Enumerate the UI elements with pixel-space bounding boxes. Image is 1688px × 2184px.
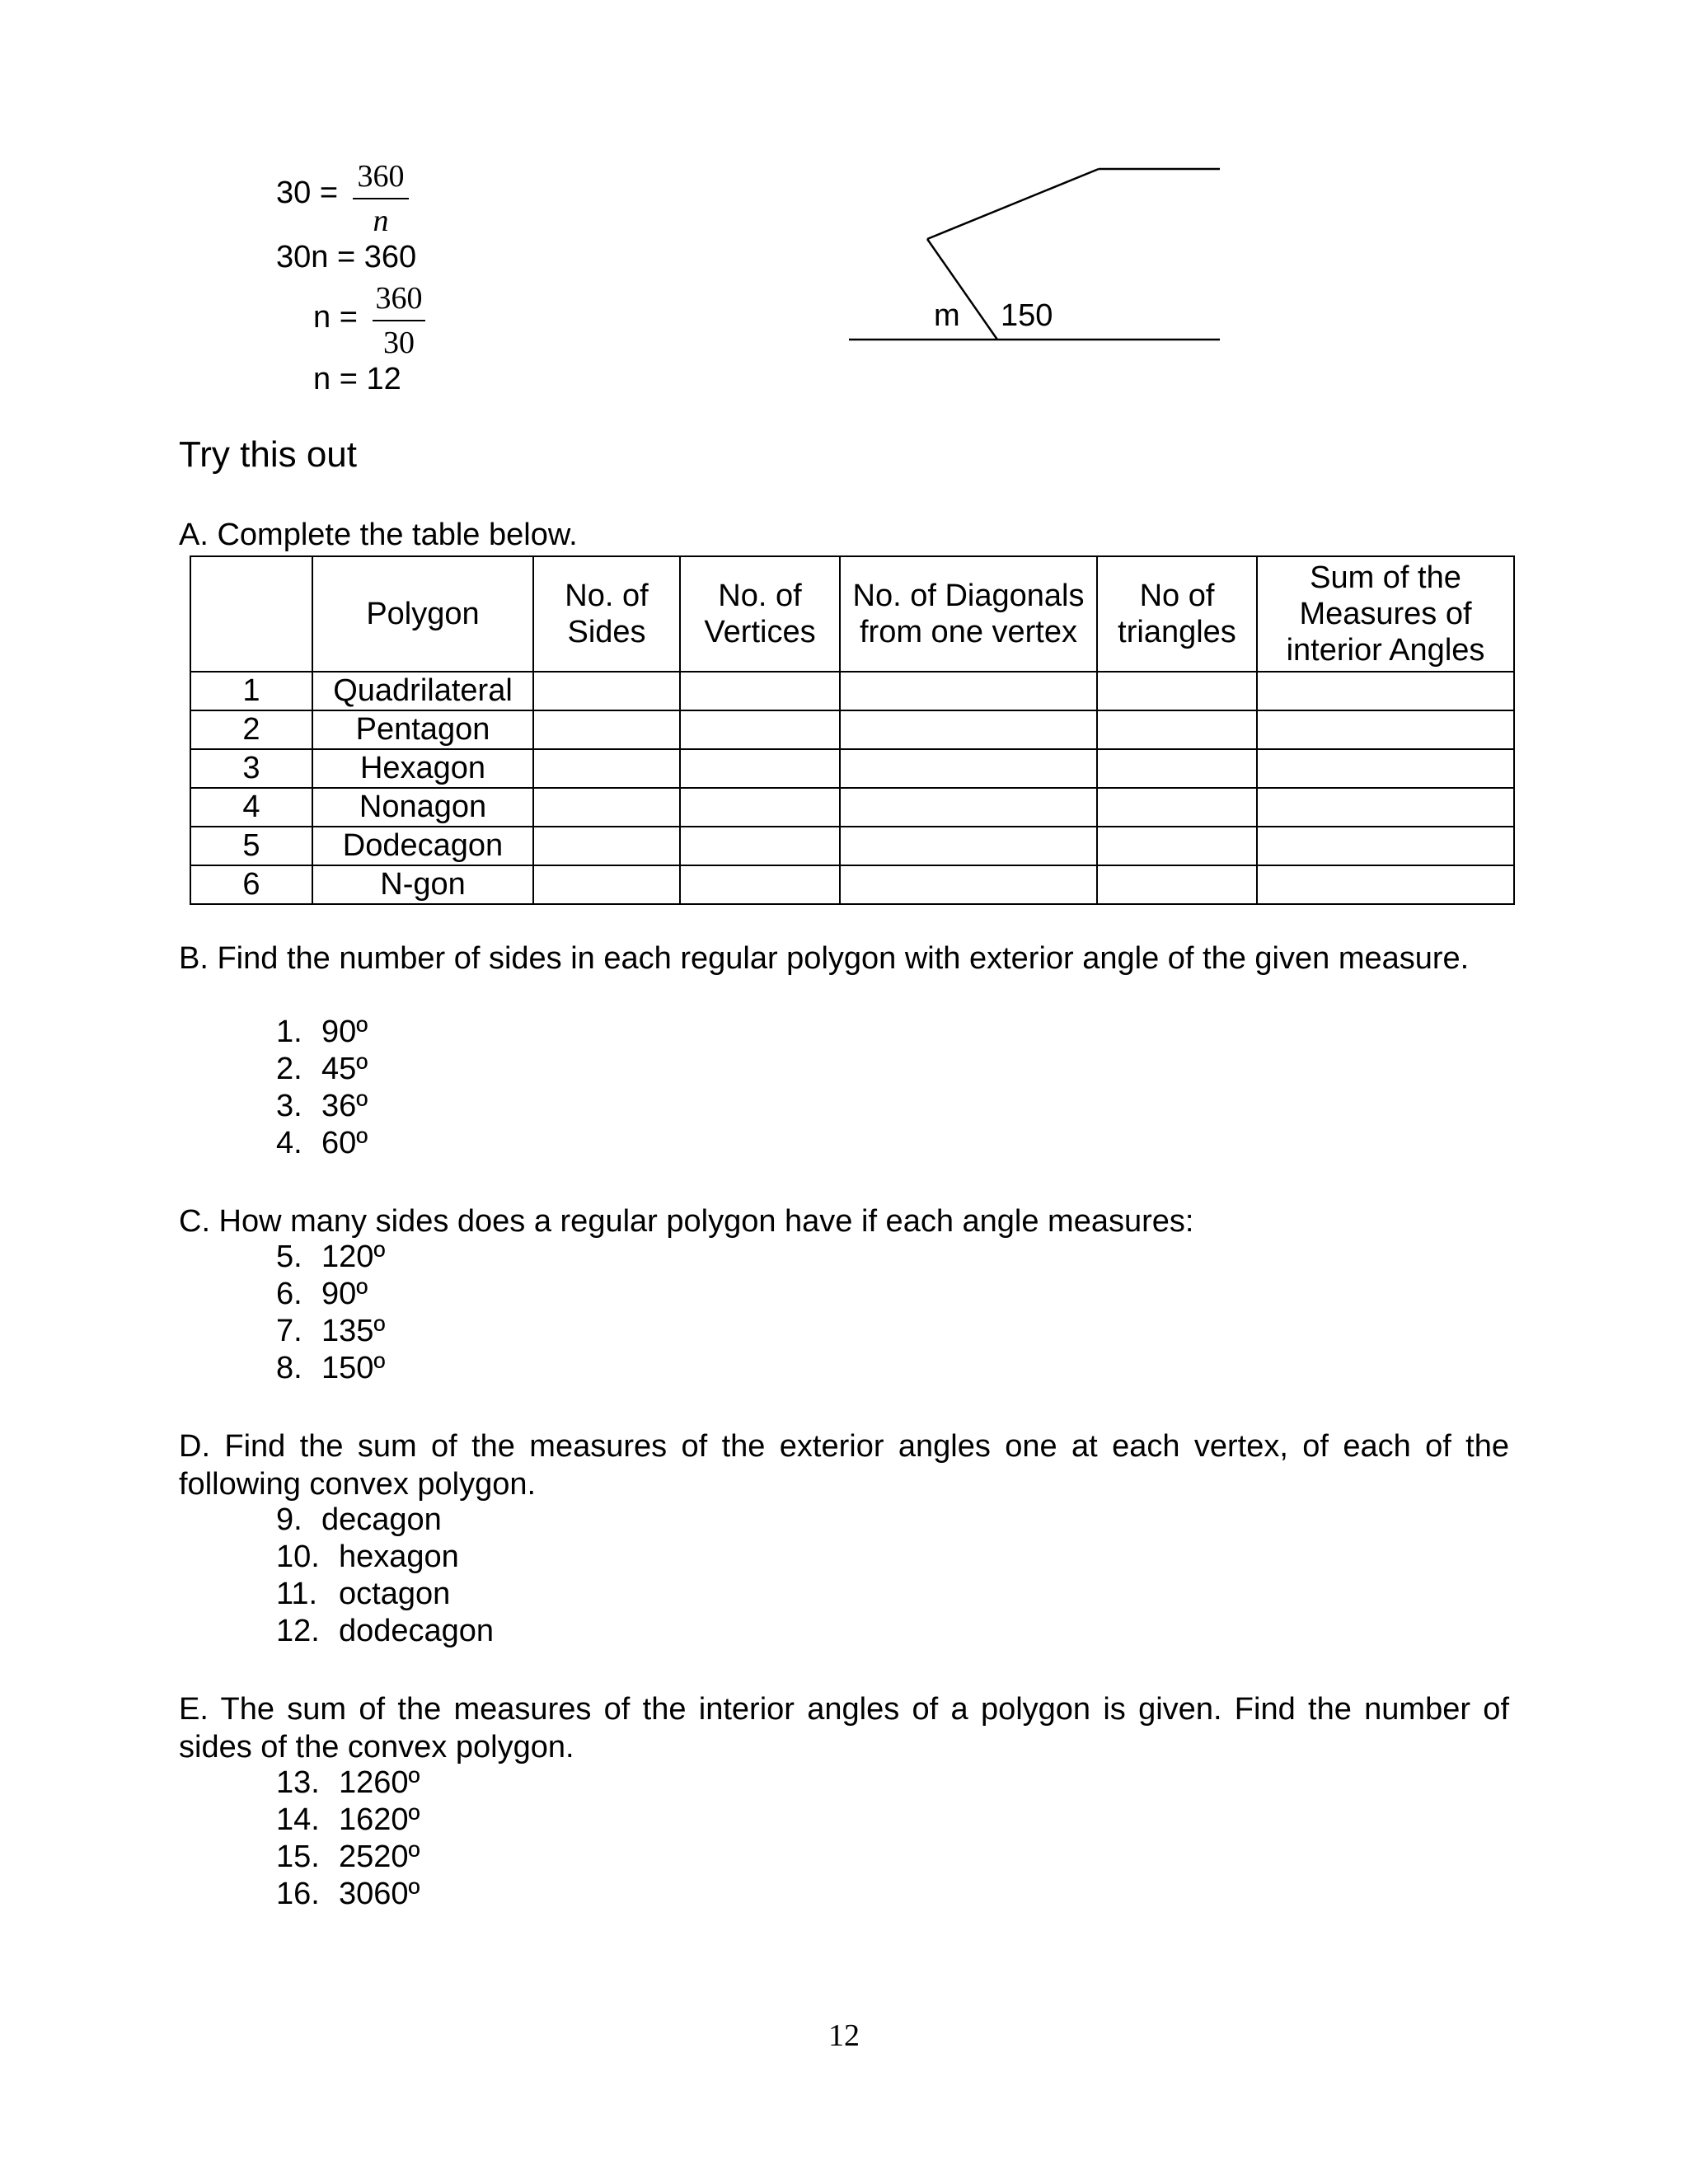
item-number: 8. xyxy=(276,1351,302,1385)
item-text: 90º xyxy=(321,1015,368,1049)
row-polygon: Nonagon xyxy=(312,788,533,827)
row-polygon: N-gon xyxy=(312,865,533,904)
list-item xyxy=(276,1350,385,1387)
header-diagonals-text: No. of Diagonals from one vertex xyxy=(852,579,1085,649)
part-d-list xyxy=(276,1502,494,1650)
answer-cell[interactable] xyxy=(1097,827,1257,865)
answer-cell[interactable] xyxy=(1097,865,1257,904)
part-c-list xyxy=(276,1239,385,1387)
answer-cell[interactable] xyxy=(1257,672,1514,710)
page-number: 12 xyxy=(828,2018,860,2053)
item-number: 6. xyxy=(276,1277,302,1311)
header-sum-interior-text: Sum of the Measures of interior Angles xyxy=(1286,560,1485,668)
fraction-numerator: 360 xyxy=(375,281,423,316)
item-text: octagon xyxy=(339,1577,451,1611)
list-item xyxy=(276,1313,385,1350)
part-b-instruction: B. Find the number of sides in each regular polygon with exterior angle of the given measure. xyxy=(179,941,1470,976)
item-text: 120º xyxy=(321,1240,386,1274)
angle-label-150: 150 xyxy=(1001,298,1053,333)
answer-cell[interactable] xyxy=(680,788,840,827)
item-text: 60º xyxy=(321,1126,368,1160)
fraction-bar xyxy=(353,198,409,199)
list-item xyxy=(276,1765,420,1802)
answer-cell[interactable] xyxy=(533,749,680,788)
answer-cell[interactable] xyxy=(533,788,680,827)
answer-cell[interactable] xyxy=(1257,749,1514,788)
fraction-bar xyxy=(373,320,425,321)
row-polygon: Hexagon xyxy=(312,749,533,788)
polygon-table xyxy=(190,555,1515,905)
list-item xyxy=(276,1539,494,1576)
answer-cell[interactable] xyxy=(1097,749,1257,788)
item-text: hexagon xyxy=(339,1540,459,1574)
item-number: 15. xyxy=(276,1840,320,1874)
list-item xyxy=(276,1576,494,1613)
list-item xyxy=(276,1613,494,1650)
answer-cell[interactable] xyxy=(533,672,680,710)
table-row xyxy=(190,749,1514,788)
row-number: 6 xyxy=(190,865,312,904)
list-item xyxy=(276,1125,368,1162)
fraction-360-over-n xyxy=(353,157,409,241)
upper-side xyxy=(927,169,1099,239)
table-row xyxy=(190,788,1514,827)
item-number: 14. xyxy=(276,1802,320,1837)
equation-line-3-lhs: n = xyxy=(313,300,358,335)
answer-cell[interactable] xyxy=(533,827,680,865)
item-text: 90º xyxy=(321,1277,368,1311)
answer-cell[interactable] xyxy=(840,672,1097,710)
section-title: Try this out xyxy=(179,434,357,475)
part-e-instruction: E. The sum of the measures of the interior angles of a polygon is given. Find the number of sides of the convex polygon. xyxy=(179,1692,1509,1765)
item-number: 1. xyxy=(276,1015,302,1049)
answer-cell[interactable] xyxy=(1097,788,1257,827)
item-number: 10. xyxy=(276,1540,320,1574)
item-text: 1620º xyxy=(339,1802,420,1837)
fraction-360-over-30 xyxy=(373,279,425,363)
answer-cell[interactable] xyxy=(840,788,1097,827)
row-number: 5 xyxy=(190,827,312,865)
answer-cell[interactable] xyxy=(1257,710,1514,749)
row-number: 4 xyxy=(190,788,312,827)
answer-cell[interactable] xyxy=(840,749,1097,788)
part-b-list xyxy=(276,1014,368,1162)
list-item xyxy=(276,1802,420,1839)
answer-cell[interactable] xyxy=(1257,865,1514,904)
item-text: 2520º xyxy=(339,1840,420,1874)
list-item xyxy=(276,1014,368,1051)
item-text: dodecagon xyxy=(339,1614,495,1648)
part-d-instruction: D. Find the sum of the measures of the exterior angles one at each vertex, of each of the following convex polygon. xyxy=(179,1429,1509,1502)
table-header-row xyxy=(190,556,1514,672)
item-text: 1260º xyxy=(339,1765,420,1800)
item-number: 9. xyxy=(276,1502,302,1537)
list-item xyxy=(276,1502,494,1539)
list-item xyxy=(276,1839,420,1876)
header-polygon: Polygon xyxy=(312,556,533,672)
header-diagonals xyxy=(840,556,1097,672)
answer-cell[interactable] xyxy=(840,710,1097,749)
answer-cell[interactable] xyxy=(1097,672,1257,710)
list-item xyxy=(276,1239,385,1276)
header-index xyxy=(190,556,312,672)
header-sum-interior xyxy=(1257,556,1514,672)
item-number: 16. xyxy=(276,1877,320,1911)
header-sides xyxy=(533,556,680,672)
equation-line-4: n = 12 xyxy=(313,362,401,396)
answer-cell[interactable] xyxy=(533,865,680,904)
table-row xyxy=(190,865,1514,904)
list-item xyxy=(276,1276,385,1313)
part-a-instruction: A. Complete the table below. xyxy=(179,518,578,552)
answer-cell[interactable] xyxy=(680,710,840,749)
answer-cell[interactable] xyxy=(1257,827,1514,865)
item-number: 7. xyxy=(276,1314,302,1348)
item-text: 45º xyxy=(321,1052,368,1086)
answer-cell[interactable] xyxy=(1257,788,1514,827)
row-number: 1 xyxy=(190,672,312,710)
answer-cell[interactable] xyxy=(680,672,840,710)
table-row xyxy=(190,710,1514,749)
equation-line-1-lhs: 30 = xyxy=(276,176,339,210)
list-item xyxy=(276,1051,368,1088)
fraction-denominator: 30 xyxy=(383,326,415,360)
item-number: 12. xyxy=(276,1614,320,1648)
row-number: 3 xyxy=(190,749,312,788)
item-text: 36º xyxy=(321,1089,368,1123)
row-polygon: Quadrilateral xyxy=(312,672,533,710)
item-text: 150º xyxy=(321,1351,386,1385)
item-number: 4. xyxy=(276,1126,302,1160)
row-polygon: Dodecagon xyxy=(312,827,533,865)
answer-cell[interactable] xyxy=(1097,710,1257,749)
header-triangles xyxy=(1097,556,1257,672)
part-c-instruction: C. How many sides does a regular polygon have if each angle measures: xyxy=(179,1204,1194,1239)
fraction-numerator: 360 xyxy=(357,159,405,194)
answer-cell[interactable] xyxy=(533,710,680,749)
table-row xyxy=(190,827,1514,865)
item-text: 135º xyxy=(321,1314,386,1348)
item-number: 3. xyxy=(276,1089,302,1123)
header-sides-text: No. of Sides xyxy=(565,579,649,649)
answer-cell[interactable] xyxy=(680,865,840,904)
list-item xyxy=(276,1876,420,1913)
item-number: 11. xyxy=(276,1577,318,1611)
item-text: 3060º xyxy=(339,1877,420,1911)
equation-line-2: 30n = 360 xyxy=(276,240,417,274)
row-polygon: Pentagon xyxy=(312,710,533,749)
item-text: decagon xyxy=(321,1502,442,1537)
header-vertices-text: No. of Vertices xyxy=(704,579,816,649)
answer-cell[interactable] xyxy=(840,865,1097,904)
item-number: 2. xyxy=(276,1052,302,1086)
answer-cell[interactable] xyxy=(840,827,1097,865)
fraction-denominator: n xyxy=(373,204,389,238)
item-number: 5. xyxy=(276,1240,302,1274)
header-triangles-text: No of triangles xyxy=(1118,579,1236,649)
part-e-list xyxy=(276,1765,420,1913)
header-vertices xyxy=(680,556,840,672)
row-number: 2 xyxy=(190,710,312,749)
table-row xyxy=(190,672,1514,710)
angle-label-m: m xyxy=(934,298,960,333)
answer-cell[interactable] xyxy=(680,749,840,788)
list-item xyxy=(276,1088,368,1125)
answer-cell[interactable] xyxy=(680,827,840,865)
item-number: 13. xyxy=(276,1765,320,1800)
